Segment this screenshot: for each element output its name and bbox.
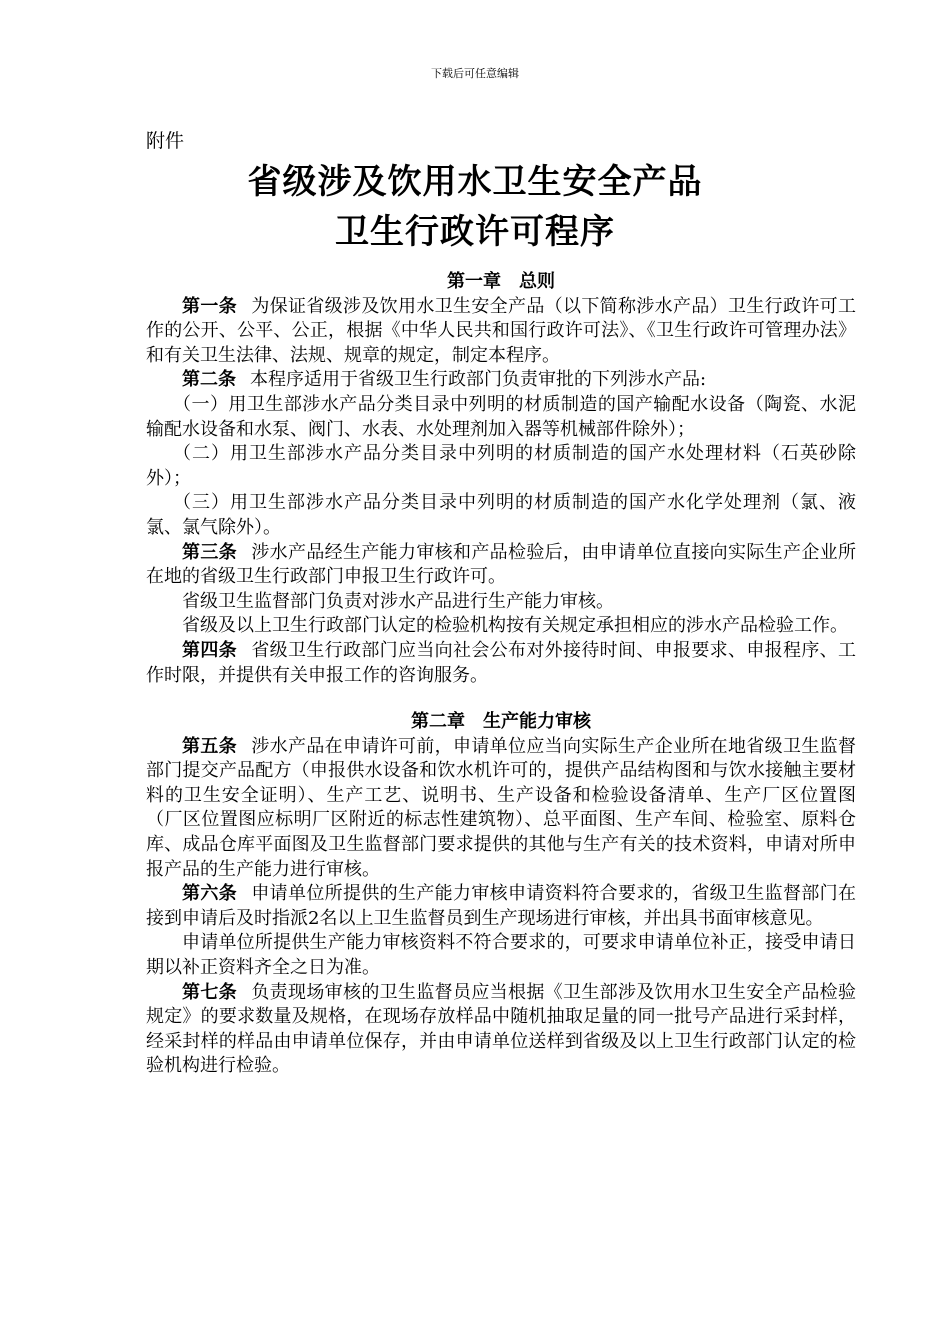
article-3	[146, 541, 856, 590]
article-3-paragraph-2: 省级卫生监督部门负责对涉水产品进行生产能力审核。	[182, 590, 614, 612]
page-header: 下载后可任意编辑	[431, 67, 519, 80]
article-text: 省级卫生行政部门应当向社会公布对外接待时间、申报要求、申报程序、工作时限，并提供有关申报工作的咨询服务。	[146, 639, 856, 686]
article-label: 第二条	[182, 369, 236, 391]
document-title-line2: 卫生行政许可程序	[335, 212, 615, 252]
article-label: 第七条	[182, 981, 237, 1003]
article-3-paragraph-3: 省级及以上卫生行政部门认定的检验机构按有关规定承担相应的涉水产品检验工作。	[182, 615, 848, 637]
article-2-item-3: （三）用卫生部涉水产品分类目录中列明的材质制造的国产水化学处理剂（氯、液氯、氯气除外）。	[146, 492, 856, 538]
attachment-label: 附件	[146, 130, 185, 152]
article-label: 第一条	[182, 295, 237, 317]
chapter-heading-2: 第二章 生产能力审核	[411, 711, 591, 733]
article-2	[146, 368, 856, 393]
article-4	[146, 639, 856, 688]
document-title-line1: 省级涉及饮用水卫生安全产品	[247, 162, 703, 202]
article-1	[146, 295, 856, 369]
article-2-item-2: （二）用卫生部涉水产品分类目录中列明的材质制造的国产水处理材料（石英砂除外）；	[146, 443, 856, 489]
article-label: 第四条	[182, 639, 237, 661]
chapter-heading-1: 第一章 总则	[447, 271, 555, 292]
article-label: 第三条	[182, 541, 237, 563]
article-2-item-1: （一）用卫生部涉水产品分类目录中列明的材质制造的国产输配水设备（陶瓷、水泥输配水设备和水泵、阀门、水表、水处理剂加入器等机械部件除外）；	[146, 393, 856, 440]
article-text: 负责现场审核的卫生监督员应当根据《卫生部涉及饮用水卫生安全产品检验规定》的要求数量及规格，在现场存放样品中随机抽取足量的同一批号产品进行采封样，经采封样的样品由申请单位保存，并由申请单位送样到省级及以上卫生行政部门认定的检验机构进行检验。	[146, 981, 856, 1077]
article-text: 申请单位所提供的生产能力审核申请资料符合要求的，省级卫生监督部门在接到申请后及时指派2名以上卫生监督员到生产现场进行审核，并出具书面审核意见。	[146, 883, 856, 929]
article-text: 涉水产品在申请许可前，申请单位应当向实际生产企业所在地省级卫生监督部门提交产品配方（申报供水设备和饮水机许可的，提供产品结构图和与饮水接触主要材料的卫生安全证明）、生产工艺、说明书、生产设备和检验设备清单、生产厂区位置图（厂区位置图应标明厂区附近的标志性建筑物）、总平面图、生产车间、检验室、原料仓库、成品仓库平面图及卫生监督部门要求提供的其他与生产有关的技术资料，申请对所申报产品的生产能力进行审核。	[146, 735, 856, 880]
article-label: 第五条	[182, 735, 237, 757]
document-body	[146, 270, 856, 1079]
article-text: 本程序适用于省级卫生行政部门负责审批的下列涉水产品:	[250, 369, 707, 391]
article-text: 涉水产品经生产能力审核和产品检验后，由申请单位直接向实际生产企业所在地的省级卫生行政部门申报卫生行政许可。	[146, 541, 856, 588]
article-6-paragraph-2: 申请单位所提供生产能力审核资料不符合要求的，可要求申请单位补正，接受申请日期以补正资料齐全之日为准。	[146, 932, 856, 979]
article-7	[146, 981, 856, 1079]
article-text: 为保证省级涉及饮用水卫生安全产品（以下简称涉水产品）卫生行政许可工作的公开、公平、公正，根据《中华人民共和国行政许可法》、《卫生行政许可管理办法》和有关卫生法律、法规、规章的规定，制定本程序。	[146, 295, 856, 366]
article-label: 第六条	[182, 883, 237, 905]
article-5	[146, 735, 856, 883]
article-6	[146, 882, 856, 931]
